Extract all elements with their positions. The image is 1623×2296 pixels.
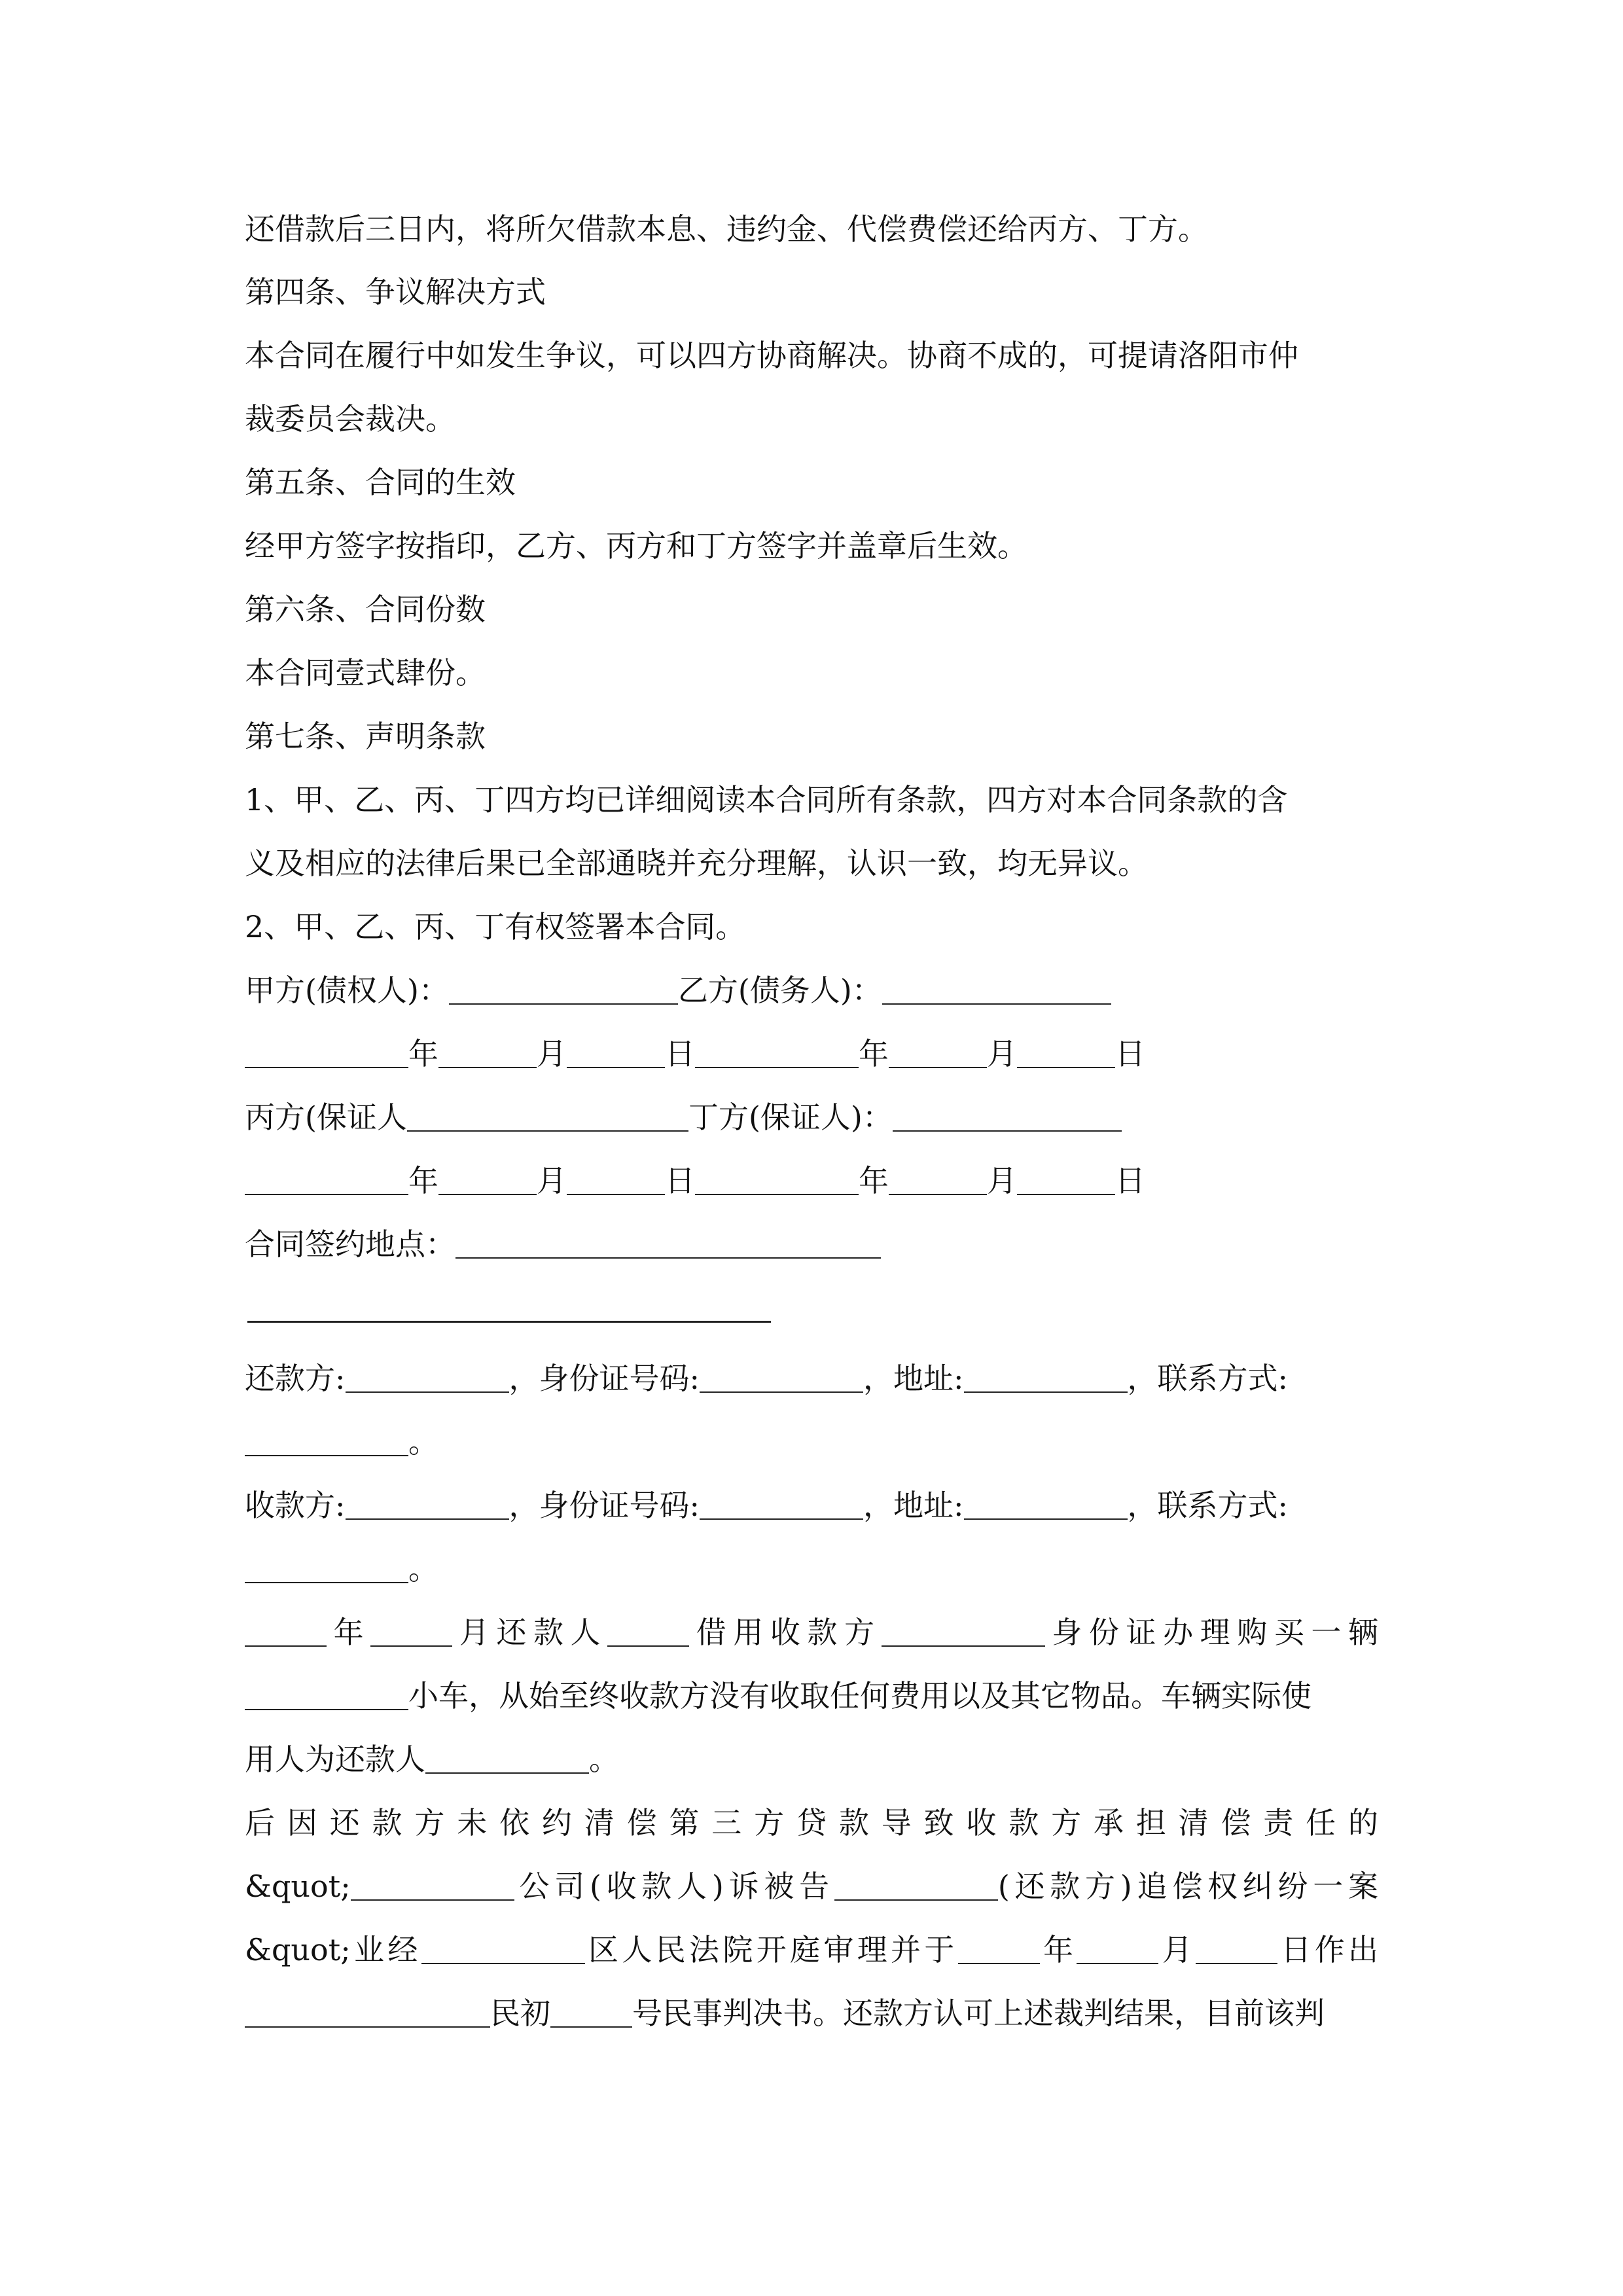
text-line <box>245 1994 1378 2033</box>
section-heading: 第六条、合同份数 <box>245 592 486 627</box>
text-fragment: 用人为还款人 <box>245 1742 425 1777</box>
section-divider <box>247 1321 771 1323</box>
date-blank <box>1017 1168 1115 1195</box>
text-fragment: 小车，从始至终收款方没有收取任何费用以及其它物品。车辆实际使 <box>408 1678 1311 1713</box>
signing-place-blank <box>455 1231 881 1259</box>
text-fragment: 年 <box>327 1615 371 1650</box>
section-heading: 第四条、争议解决方式 <box>245 274 546 310</box>
text-blank <box>245 2000 490 2028</box>
month-label: 月 <box>537 1163 567 1198</box>
payer-name-blank <box>346 1365 509 1393</box>
contact-blank <box>245 1556 408 1583</box>
day-label: 日 <box>1115 1163 1145 1198</box>
text-line <box>245 1803 1378 1842</box>
text-line: 经甲方签字按指印，乙方、丙方和丁方签字并盖章后生效。 <box>245 528 1027 564</box>
date-blank <box>1017 1041 1115 1068</box>
text-blank <box>245 1683 408 1710</box>
address-blank <box>964 1492 1128 1520</box>
contact-label: ，联系方式: <box>1127 1361 1288 1396</box>
text-blank <box>1077 1937 1158 1964</box>
text-line: 还借款后三日内，将所欠借款本息、违约金、代偿费偿还给丙方、丁方。 <box>245 211 1208 247</box>
text-blank <box>607 1619 689 1647</box>
party-a-label: 甲方(债权人)： <box>245 973 449 1008</box>
date-blank <box>438 1168 537 1195</box>
text-fragment: 号民事判决书。还款方认可上述裁判结果，目前该判 <box>632 1996 1325 2031</box>
text-blank <box>351 1873 514 1901</box>
text-blank <box>882 1619 1045 1647</box>
text-blank <box>550 2000 632 2028</box>
signature-line-ab <box>245 971 1378 1010</box>
text-line <box>245 1613 1378 1652</box>
date-blank <box>695 1168 859 1195</box>
text-line: 本合同壹式肆份。 <box>245 655 486 691</box>
section-heading: 第七条、声明条款 <box>245 719 486 754</box>
address-label: ，地址: <box>863 1361 964 1396</box>
text-blank <box>1196 1937 1277 1964</box>
date-blank <box>889 1041 987 1068</box>
year-label: 年 <box>408 1163 438 1198</box>
text-blank <box>370 1619 452 1647</box>
text-fragment: 年 <box>1039 1932 1077 1967</box>
payee-line <box>245 1486 1378 1525</box>
party-d-blank <box>893 1104 1122 1132</box>
text-line <box>245 1676 1378 1715</box>
payer-contact-line <box>245 1422 1378 1462</box>
text-blank <box>421 1937 585 1964</box>
text-fragment: 民初 <box>490 1996 550 2031</box>
payee-contact-line <box>245 1549 1378 1588</box>
party-a-blank <box>449 977 678 1005</box>
text-line <box>245 1867 1378 1906</box>
signing-place-line <box>245 1225 1378 1264</box>
party-d-label: 丁方(保证人)： <box>688 1100 893 1135</box>
month-label: 月 <box>537 1036 567 1071</box>
period: 。 <box>408 1424 438 1460</box>
text-fragment: (还款方)追偿权纠纷一案 <box>997 1869 1378 1904</box>
date-blank <box>438 1041 537 1068</box>
id-blank <box>700 1365 863 1393</box>
text-fragment: 公司(收款人)诉被告 <box>514 1869 834 1904</box>
text-blank <box>245 1619 327 1647</box>
year-label: 年 <box>859 1036 889 1071</box>
text-blank <box>834 1873 998 1901</box>
address-label: ，地址: <box>863 1488 964 1523</box>
party-b-label: 乙方(债务人)： <box>677 973 882 1008</box>
text-line: 1、甲、乙、丙、丁四方均已详细阅读本合同所有条款，四方对本合同条款的含 <box>245 782 1288 817</box>
date-line-cd <box>245 1161 1378 1200</box>
year-label: 年 <box>408 1036 438 1071</box>
date-blank <box>567 1168 665 1195</box>
day-label: 日 <box>1115 1036 1145 1071</box>
text-fragment: 月 <box>1158 1932 1196 1967</box>
text-blank <box>425 1746 589 1774</box>
day-label: 日 <box>665 1163 695 1198</box>
text-fragment: &quot;业经 <box>245 1932 421 1967</box>
text-line <box>245 1930 1378 1969</box>
text-line <box>245 1740 1378 1779</box>
month-label: 月 <box>987 1163 1017 1198</box>
section-heading: 第五条、合同的生效 <box>245 465 516 500</box>
address-blank <box>964 1365 1128 1393</box>
text-fragment: 借用收款方 <box>689 1615 882 1650</box>
signature-line-cd <box>245 1098 1378 1137</box>
text-line: 裁委员会裁决。 <box>245 401 455 437</box>
signing-place-label: 合同签约地点： <box>245 1227 455 1262</box>
date-line-ab <box>245 1034 1378 1073</box>
payer-label: 还款方: <box>245 1361 346 1396</box>
party-c-blank <box>407 1104 688 1132</box>
id-label: ，身份证号码: <box>508 1488 700 1523</box>
contact-label: ，联系方式: <box>1127 1488 1288 1523</box>
text-line: 义及相应的法律后果已全部通晓并充分理解，认识一致，均无异议。 <box>245 846 1148 881</box>
date-blank <box>245 1168 408 1195</box>
month-label: 月 <box>987 1036 1017 1071</box>
period: 。 <box>589 1742 619 1777</box>
date-blank <box>695 1041 859 1068</box>
payee-name-blank <box>346 1492 509 1520</box>
text-line: 本合同在履行中如发生争议，可以四方协商解决。协商不成的，可提请洛阳市仲 <box>245 338 1298 373</box>
year-label: 年 <box>859 1163 889 1198</box>
id-blank <box>700 1492 863 1520</box>
day-label: 日 <box>665 1036 695 1071</box>
text-fragment: 区人民法院开庭审理并于 <box>584 1932 958 1967</box>
text-blank <box>958 1937 1040 1964</box>
date-blank <box>889 1168 987 1195</box>
id-label: ，身份证号码: <box>508 1361 700 1396</box>
contact-blank <box>245 1429 408 1456</box>
text-fragment: &quot; <box>245 1869 351 1904</box>
payer-line <box>245 1359 1378 1398</box>
text-line: 2、甲、乙、丙、丁有权签署本合同。 <box>245 909 746 944</box>
date-blank <box>245 1041 408 1068</box>
party-b-blank <box>882 977 1111 1005</box>
date-blank <box>567 1041 665 1068</box>
payee-label: 收款方: <box>245 1488 346 1523</box>
party-c-label: 丙方(保证人 <box>245 1100 407 1135</box>
text-fragment: 身份证办理购买一辆 <box>1044 1615 1379 1650</box>
text-fragment: 月还款人 <box>452 1615 608 1650</box>
text-fragment: 后因还款方未依约清偿第三方贷款导致收款方承担清偿责任的 <box>245 1805 1378 1840</box>
text-fragment: 日作出 <box>1277 1932 1379 1967</box>
period: 。 <box>408 1551 438 1587</box>
